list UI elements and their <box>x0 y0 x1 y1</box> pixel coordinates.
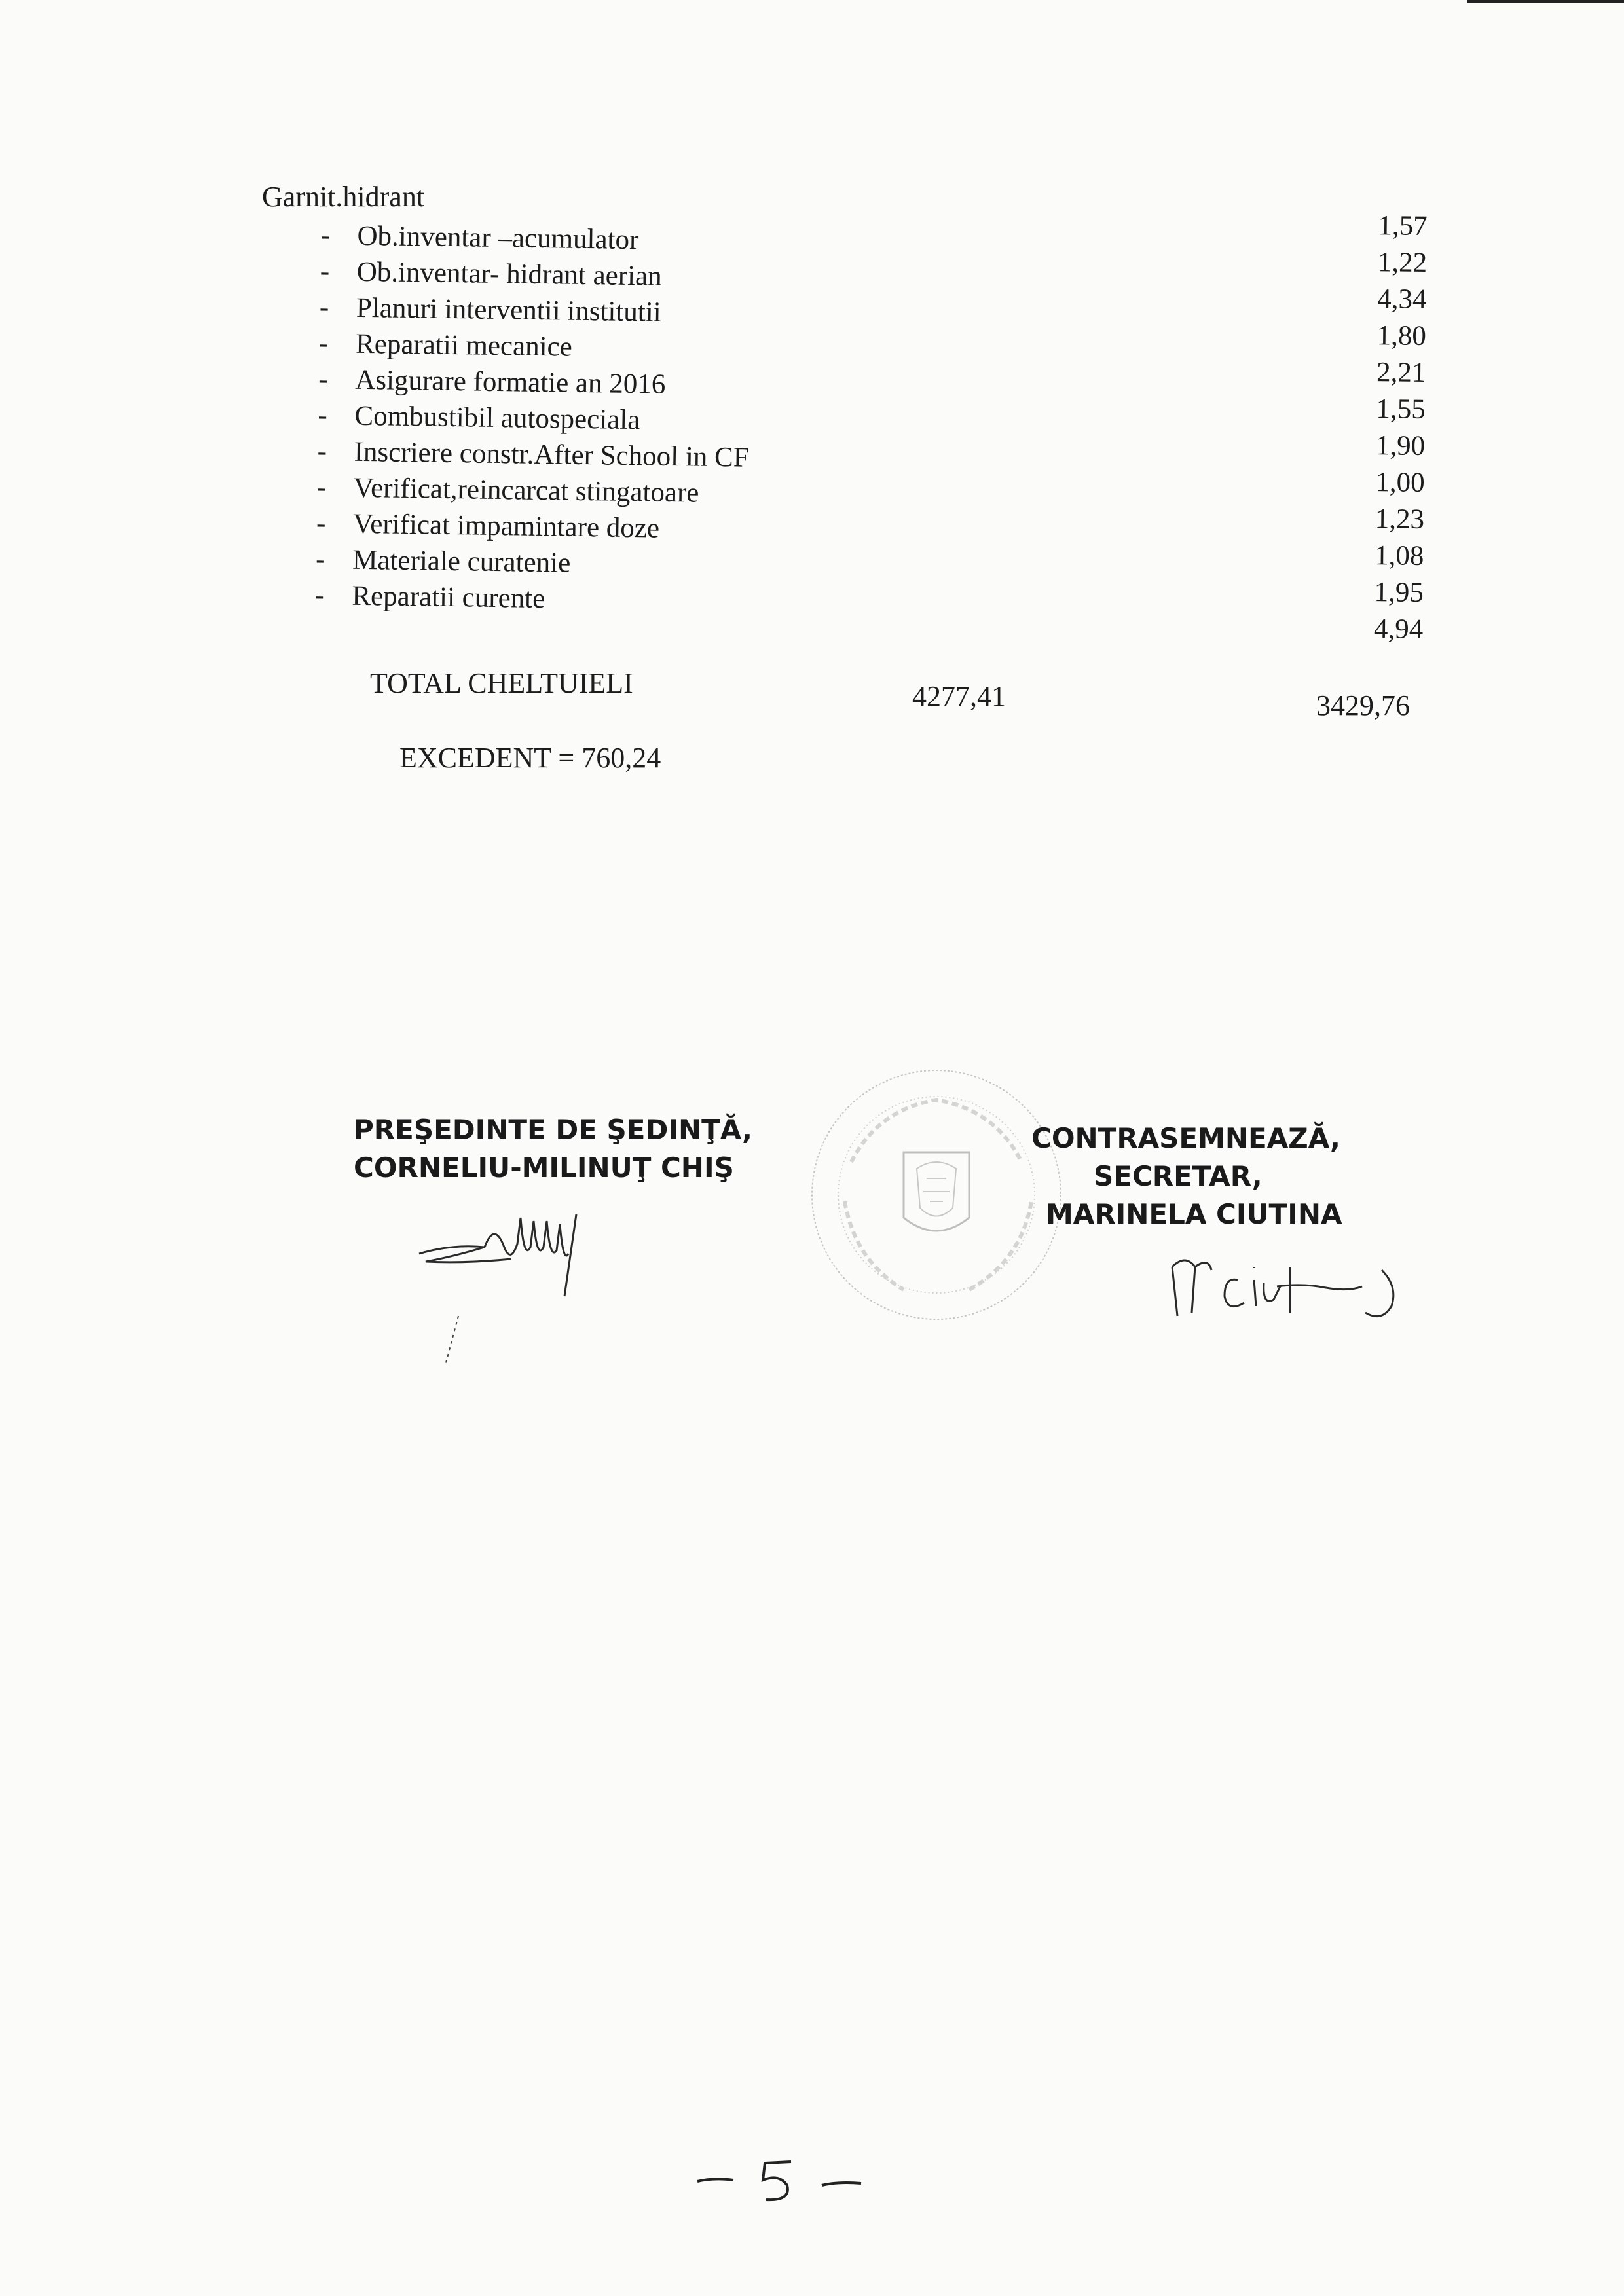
amounts-column <box>1299 207 1428 648</box>
item-label: Combustibil autospeciala <box>354 400 640 436</box>
item-label: Asigurare formatie an 2016 <box>354 364 666 400</box>
excedent-line: EXCEDENT = 760,24 <box>399 742 661 774</box>
secretary-signature <box>1166 1241 1414 1332</box>
list-item: - Ob.inventar- hidrant aerian <box>320 255 663 292</box>
page-number-handwriting <box>694 2154 864 2206</box>
total-expenses-label: TOTAL CHELTUIELI <box>370 667 633 699</box>
list-item: - Reparatii mecanice <box>318 327 573 363</box>
amount-value: 1,90 <box>1375 430 1426 462</box>
official-stamp <box>805 1064 1067 1326</box>
list-item: - Verificat impamintare doze <box>316 507 660 544</box>
amount-value: 1,57 <box>1378 210 1428 242</box>
item-label: Reparatii curente <box>352 580 545 615</box>
expense-items-list <box>315 217 910 622</box>
president-title: PREŞEDINTE DE ŞEDINŢĂ, <box>354 1114 752 1146</box>
amount-value: 1,00 <box>1375 467 1425 498</box>
president-signature <box>413 1208 629 1378</box>
list-item: - Ob.inventar –acumulator <box>320 219 639 256</box>
item-label: Materiale curatenie <box>352 544 571 579</box>
item-label: Ob.inventar –acumulator <box>357 220 639 256</box>
total-planned-value: 4277,41 <box>912 680 1006 712</box>
amount-value: 2,21 <box>1376 357 1426 388</box>
president-signature-block <box>354 1111 752 1187</box>
amount-value: 1,55 <box>1376 393 1426 425</box>
secretary-title: SECRETAR, <box>1094 1160 1263 1192</box>
amount-value: 1,22 <box>1377 247 1428 278</box>
amount-value: 1,80 <box>1376 320 1427 352</box>
amount-value: 4,34 <box>1377 283 1427 315</box>
item-label: Verificat,reincarcat stingatoare <box>353 472 699 509</box>
list-item: - Combustibil autospeciala <box>318 399 640 436</box>
total-executed-value: 3429,76 <box>1316 689 1410 721</box>
amount-value: 4,94 <box>1373 613 1424 645</box>
section-heading: Garnit.hidrant <box>262 181 425 213</box>
page-number <box>694 2154 864 2206</box>
item-label: Verificat impamintare doze <box>352 508 660 544</box>
president-name: CORNELIU-MILINUŢ CHIŞ <box>354 1152 734 1184</box>
secretary-name: MARINELA CIUTINA <box>1046 1198 1342 1230</box>
list-item: - Reparatii curente <box>315 579 545 615</box>
amount-value: 1,95 <box>1374 577 1424 608</box>
list-item: - Asigurare formatie an 2016 <box>318 363 666 400</box>
item-label: Ob.inventar- hidrant aerian <box>356 256 663 292</box>
list-item: - Materiale curatenie <box>315 543 571 579</box>
top-edge-rule <box>1467 0 1624 3</box>
secretary-signature-block <box>1031 1120 1342 1233</box>
list-item: - Inscriere constr.After School in CF <box>317 435 750 473</box>
countersign-label: CONTRASEMNEAZĂ, <box>1031 1122 1340 1154</box>
amount-value: 1,23 <box>1375 503 1425 535</box>
amount-value: 1,08 <box>1374 540 1424 572</box>
item-label: Reparatii mecanice <box>355 328 573 363</box>
item-label: Planuri interventii institutii <box>356 292 662 328</box>
item-label: Inscriere constr.After School in CF <box>354 436 750 473</box>
list-item: - Verificat,reincarcat stingatoare <box>316 471 699 509</box>
list-item: - Planuri interventii institutii <box>319 291 662 328</box>
